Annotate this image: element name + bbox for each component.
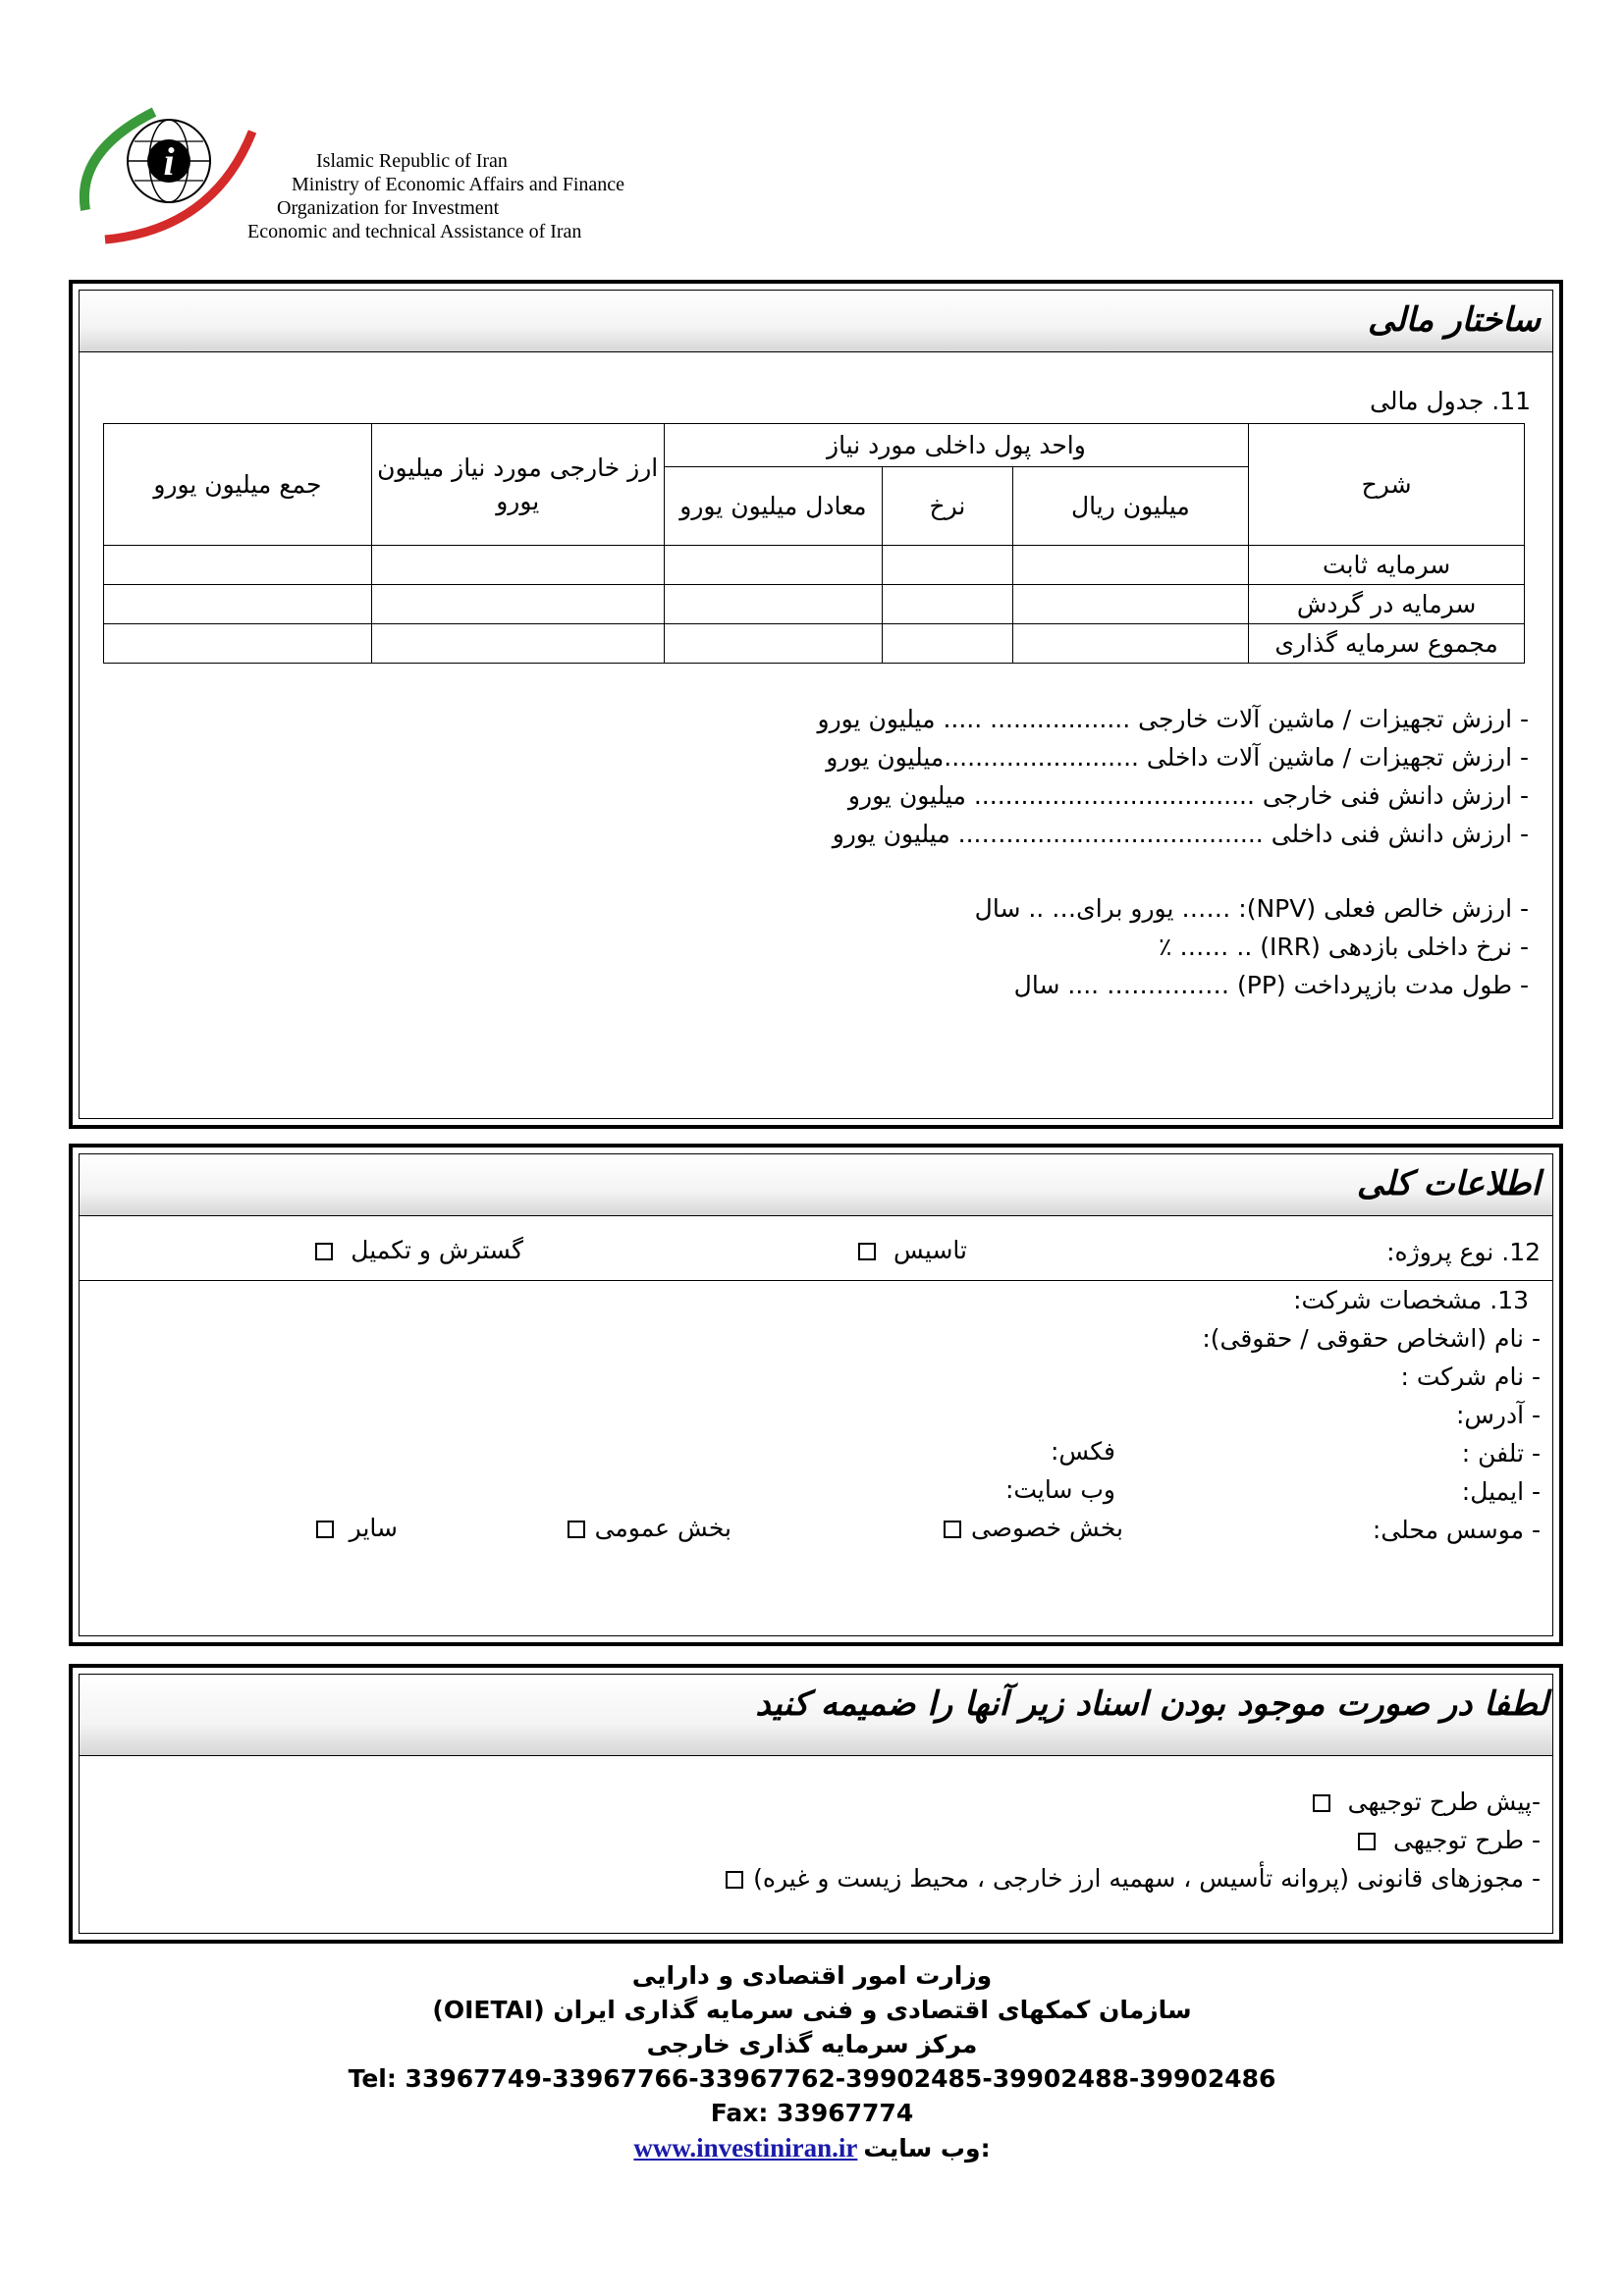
checkbox-icon[interactable] [726,1871,743,1889]
financial-table-heading: 11. جدول مالی [1370,387,1531,415]
checkbox-icon[interactable] [944,1521,961,1538]
checkbox-icon[interactable] [316,1521,334,1538]
organization-logo [66,73,625,259]
table-cell[interactable] [104,546,372,585]
checkbox-icon[interactable] [315,1243,333,1260]
col-rial-header: میلیون ریال [1012,467,1249,546]
option-private[interactable] [944,1514,1123,1542]
row-label: سرمایه در گردش [1249,585,1525,624]
option-label: گسترش و تکمیل [351,1236,523,1264]
section-title-bar [80,1675,1552,1756]
option-other[interactable] [316,1514,398,1542]
table-cell[interactable] [104,585,372,624]
metric-line: - نرخ داخلی بازدهی (IRR) .. …… ٪ [1159,933,1529,961]
option-label: سایر [349,1514,398,1542]
attachment-label: - مجوزهای قانونی (پروانه تأسیس ، سهمیه ارز خارجی ، محیط زیست و غیره) [753,1864,1541,1893]
table-cell[interactable] [883,624,1012,664]
attachment-item[interactable] [726,1864,1541,1893]
table-cell[interactable] [1012,546,1249,585]
footer-fax: Fax: 33967774 [710,2099,914,2127]
financial-table [103,423,1525,664]
table-cell[interactable] [883,546,1012,585]
value-line: - ارزش دانش فنی خارجی .................................... میلیون یورو [847,781,1529,810]
founder-label: - موسس محلی: [1372,1516,1541,1544]
footer-center: مرکز سرمایه گذاری خارجی [646,2030,978,2058]
phone-label: - تلفن : [1461,1439,1541,1468]
footer-tel: Tel: 33967749-33967766-33967762-39902485-39902488-39902486 [348,2064,1276,2093]
attachment-item[interactable] [1313,1788,1541,1816]
col-domestic-group-header: واحد پول داخلی مورد نیاز [664,424,1249,467]
option-label: بخش خصوصی [970,1514,1123,1542]
company-name-label: - نام شرکت : [1400,1362,1541,1391]
metric-line: - ارزش خالص فعلی (NPV): …… یورو برای… .. سال [974,894,1529,923]
financial-structure-section [69,280,1563,1129]
table-cell[interactable] [883,585,1012,624]
logo-text [179,149,624,243]
website-label: وب سایت: [1004,1475,1115,1504]
logo-line: Islamic Republic of Iran [316,150,508,172]
checkbox-icon[interactable] [568,1521,585,1538]
checkbox-icon[interactable] [1358,1833,1376,1850]
col-euro-equiv-header: معادل میلیون یورو [664,467,883,546]
table-cell[interactable] [1012,585,1249,624]
row-divider [80,1280,1552,1281]
email-label: - ایمیل: [1461,1477,1541,1506]
row-label: مجموع سرمایه گذاری [1249,624,1525,664]
attachment-label: -پیش طرح توجیهی [1347,1788,1541,1816]
logo-line: Ministry of Economic Affairs and Finance [292,174,625,195]
attachment-label: - طرح توجیهی [1393,1826,1541,1854]
logo-line: Economic and technical Assistance of Iran [247,221,582,242]
value-line: - ارزش تجهیزات / ماشین آلات خارجی .................. ..... میلیون یورو [817,705,1529,733]
general-info-section [69,1144,1563,1646]
table-cell[interactable] [371,585,664,624]
table-cell[interactable] [664,546,883,585]
section-title-bar [80,291,1552,352]
option-public[interactable] [568,1514,731,1542]
col-total-header: جمع میلیون یورو [104,424,372,546]
project-type-label: 12. نوع پروژه: [1386,1238,1541,1266]
attachments-section [69,1664,1563,1944]
website-label: وب سایت: [863,2134,991,2163]
table-row [104,546,1525,585]
fax-label: فکس: [1050,1437,1115,1466]
footer-org: سازمان کمکهای اقتصادی و فنی سرمایه گذاری ایران (OIETAI) [432,1996,1192,2024]
table-row [104,624,1525,664]
table-cell[interactable] [371,546,664,585]
metric-line: - طول مدت بازپرداخت (PP) …………… .... سال [1013,971,1529,999]
table-cell[interactable] [664,624,883,664]
section-title: لطفا در صورت موجود بودن اسناد زیر آنها را ضمیمه کنید [755,1684,1548,1724]
footer-ministry: وزارت امور اقتصادی و دارایی [631,1961,993,1990]
section-title: اطلاعات کلی [1356,1164,1541,1203]
website-link[interactable]: www.investiniran.ir [633,2133,858,2163]
name-label: - نام (اشخاص حقوقی / حقوقی): [1202,1324,1541,1353]
table-cell[interactable] [664,585,883,624]
option-establish[interactable] [858,1236,967,1264]
col-rate-header: نرخ [883,467,1012,546]
option-label: بخش عمومی [594,1514,731,1542]
logo-line: Organization for Investment [277,197,500,219]
checkbox-icon[interactable] [858,1243,876,1260]
table-cell[interactable] [104,624,372,664]
attachment-item[interactable] [1358,1826,1541,1854]
address-label: - آدرس: [1455,1401,1541,1429]
company-heading: 13. مشخصات شرکت: [1293,1286,1529,1314]
value-line: - ارزش تجهیزات / ماشین آلات داخلی .........................میلیون یورو [826,743,1529,772]
checkbox-icon[interactable] [1313,1794,1330,1812]
section-title: ساختار مالی [1367,300,1541,340]
table-cell[interactable] [371,624,664,664]
table-row [104,585,1525,624]
value-line: - ارزش دانش فنی داخلی .................................…... میلیون یورو [832,820,1529,848]
col-foreign-header: ارز خارجی مورد نیاز میلیون یورو [371,424,664,546]
col-desc-header: شرح [1249,424,1525,546]
table-cell[interactable] [1012,624,1249,664]
row-label: سرمایه ثابت [1249,546,1525,585]
option-label: تاسیس [893,1236,967,1264]
section-title-bar [80,1154,1552,1216]
svg-text:i: i [163,139,175,184]
option-expand[interactable] [315,1236,523,1264]
footer-website [0,2133,1624,2163]
